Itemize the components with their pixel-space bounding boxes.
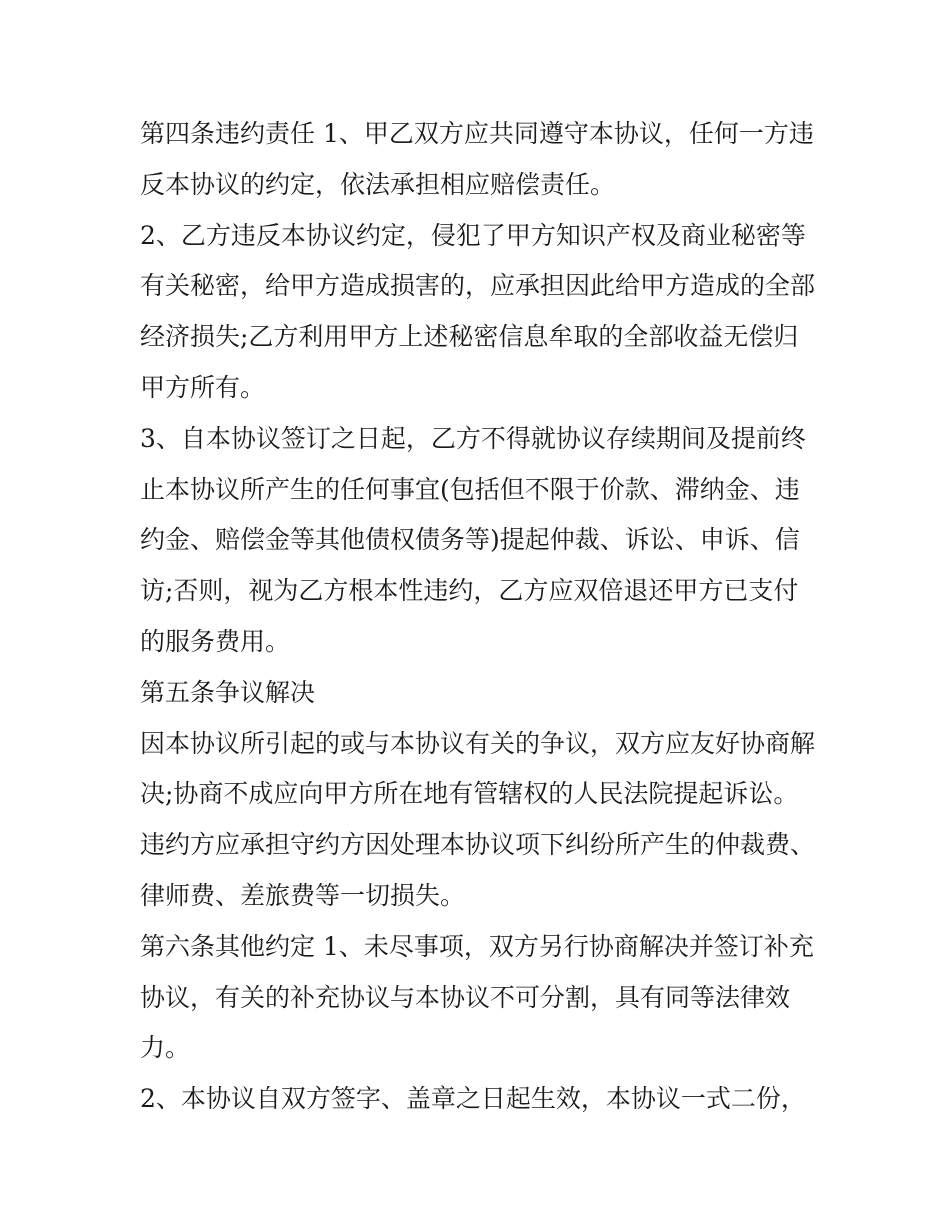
text-line: 甲方所有。 — [140, 372, 266, 402]
paragraph-article-5-costs — [140, 820, 820, 922]
paragraph-article-6-clause-2 — [140, 1074, 820, 1125]
text-line: 因本协议所引起的或与本协议有关的争议，双方应友好协商解 — [140, 728, 816, 758]
text-line: 协议，有关的补充协议与本协议不可分割，具有同等法律效 — [140, 982, 791, 1012]
heading-article-5 — [140, 668, 820, 719]
text-line: 访;否则，视为乙方根本性违约，乙方应双倍退还甲方已支付 — [140, 576, 799, 606]
text-line: 第六条其他约定 1、未尽事项，双方另行协商解决并签订补充 — [140, 931, 814, 961]
document-body — [140, 109, 820, 1125]
text-line: 3、自本协议签订之日起，乙方不得就协议存续期间及提前终 — [140, 423, 806, 453]
paragraph-article-6-clause-1 — [140, 922, 820, 1074]
text-line: 2、乙方违反本协议约定，侵犯了甲方知识产权及商业秘密等 — [140, 220, 806, 250]
text-line: 经济损失;乙方利用甲方上述秘密信息牟取的全部收益无偿归 — [140, 322, 799, 352]
text-line: 止本协议所产生的任何事宜(包括但不限于价款、滞纳金、违 — [140, 474, 800, 504]
text-line: 第五条争议解决 — [140, 677, 316, 707]
text-line: 的服务费用。 — [140, 626, 291, 656]
text-line: 反本协议的约定，依法承担相应赔偿责任。 — [140, 169, 616, 199]
paragraph-article-4-clause-3 — [140, 414, 820, 668]
text-line: 律师费、差旅费等一切损失。 — [140, 880, 466, 910]
text-line: 违约方应承担守约方因处理本协议项下纠纷所产生的仲裁费、 — [140, 830, 816, 860]
text-line: 约金、赔偿金等其他债权债务等)提起仲裁、诉讼、申诉、信 — [140, 525, 800, 555]
text-line: 第四条违约责任 1、甲乙双方应共同遵守本协议，任何一方违 — [140, 119, 814, 148]
paragraph-article-4-clause-1 — [140, 109, 820, 211]
text-line: 2、本协议自双方签字、盖章之日起生效，本协议一式二份， — [140, 1084, 806, 1114]
text-line: 力。 — [140, 1033, 191, 1063]
text-line: 有关秘密，给甲方造成损害的，应承担因此给甲方造成的全部 — [140, 271, 816, 301]
text-line: 决;协商不成应向甲方所在地有管辖权的人民法院提起诉讼。 — [140, 779, 799, 809]
paragraph-article-5-dispute — [140, 719, 820, 821]
paragraph-article-4-clause-2 — [140, 211, 820, 414]
